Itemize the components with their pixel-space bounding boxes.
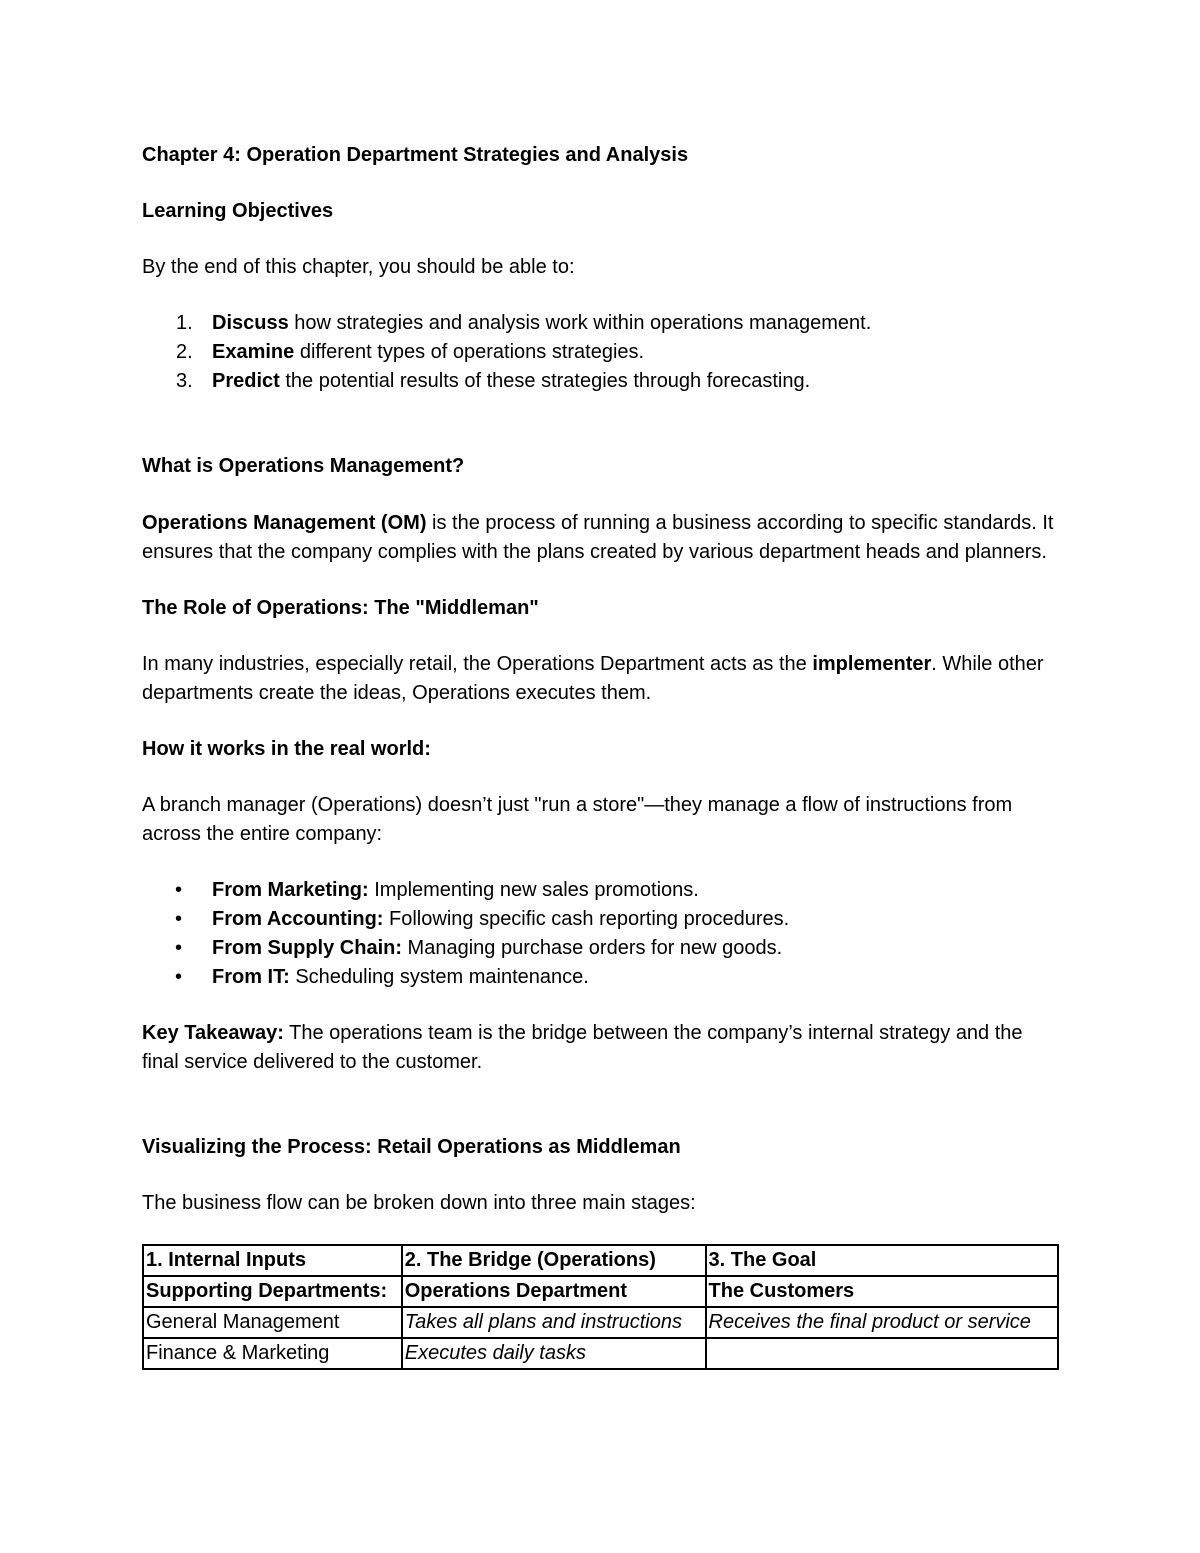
key-takeaway [142, 1019, 1062, 1077]
table-cell: Takes all plans and instructions [402, 1307, 706, 1338]
bullet-icon: • [175, 879, 183, 901]
what-is-om-heading: What is Operations Management? [142, 455, 465, 477]
objective-verb: Predict [212, 370, 280, 392]
list-item [142, 367, 1062, 396]
instructions-list [142, 876, 1062, 992]
role-heading: The Role of Operations: The "Middleman" [142, 597, 539, 619]
role-text-after: . While other departments create the ideas, Operations executes them. [142, 653, 1044, 704]
instruction-text: Managing purchase orders for new goods. [402, 937, 783, 959]
objective-text: different types of operations strategies. [294, 341, 645, 363]
takeaway-text: The operations team is the bridge between the company’s internal strategy and the final service delivered to the customer. [142, 1022, 1023, 1073]
process-table [142, 1244, 1059, 1370]
bullet-icon: • [175, 908, 183, 930]
document-body [142, 141, 1062, 1370]
table-row [143, 1307, 1058, 1338]
objective-text: how strategies and analysis work within operations management. [288, 312, 872, 334]
objectives-list [142, 309, 1062, 396]
table-cell: Finance & Marketing [143, 1338, 402, 1369]
table-subheader-cell: Supporting Departments: [143, 1276, 402, 1307]
om-definition [142, 509, 1062, 567]
role-emphasis: implementer [812, 653, 932, 675]
table-cell [706, 1338, 1058, 1369]
table-header-cell: 3. The Goal [706, 1245, 1058, 1276]
objective-verb: Examine [212, 341, 295, 363]
real-world-intro: A branch manager (Operations) doesn’t just "run a store"—they manage a flow of instructions from across the entire company: [142, 794, 1013, 845]
list-item [142, 309, 1062, 338]
visualizing-intro: The business flow can be broken down into three main stages: [142, 1192, 696, 1214]
list-item [142, 338, 1062, 367]
list-item [142, 963, 1062, 992]
learning-objectives-heading: Learning Objectives [142, 200, 334, 222]
instruction-text: Following specific cash reporting procedures. [383, 908, 790, 930]
bullet-icon: • [175, 937, 183, 959]
bullet-icon: • [175, 966, 183, 988]
visualizing-heading: Visualizing the Process: Retail Operations as Middleman [142, 1136, 681, 1158]
list-number: 1. [176, 312, 193, 334]
table-header-cell: 1. Internal Inputs [143, 1245, 402, 1276]
list-item [142, 905, 1062, 934]
om-term: Operations Management (OM) [142, 512, 427, 534]
role-paragraph [142, 650, 1062, 708]
source-department: From Marketing: [212, 879, 369, 901]
list-number: 2. [176, 341, 193, 363]
table-cell: General Management [143, 1307, 402, 1338]
real-world-heading: How it works in the real world: [142, 738, 431, 760]
instruction-text: Scheduling system maintenance. [289, 966, 589, 988]
table-header-row [143, 1245, 1058, 1276]
source-department: From IT: [212, 966, 290, 988]
takeaway-label: Key Takeaway: [142, 1022, 284, 1044]
source-department: From Supply Chain: [212, 937, 402, 959]
table-subheader-cell: Operations Department [402, 1276, 706, 1307]
learning-objectives-intro: By the end of this chapter, you should be able to: [142, 256, 575, 278]
instruction-text: Implementing new sales promotions. [368, 879, 699, 901]
table-cell: Executes daily tasks [402, 1338, 706, 1369]
list-item [142, 876, 1062, 905]
table-header-cell: 2. The Bridge (Operations) [402, 1245, 706, 1276]
list-number: 3. [176, 370, 193, 392]
objective-text: the potential results of these strategies through forecasting. [279, 370, 811, 392]
objective-verb: Discuss [212, 312, 289, 334]
chapter-title: Chapter 4: Operation Department Strategies and Analysis [142, 144, 689, 166]
om-definition-text: is the process of running a business according to specific standards. It ensures that the company complies with the plans created by various department heads and planners. [142, 512, 1054, 563]
table-subheader-cell: The Customers [706, 1276, 1058, 1307]
table-cell: Receives the final product or service [706, 1307, 1058, 1338]
list-item [142, 934, 1062, 963]
table-row [143, 1338, 1058, 1369]
table-subheader-row [143, 1276, 1058, 1307]
role-text-before: In many industries, especially retail, the Operations Department acts as the [142, 653, 813, 675]
source-department: From Accounting: [212, 908, 384, 930]
